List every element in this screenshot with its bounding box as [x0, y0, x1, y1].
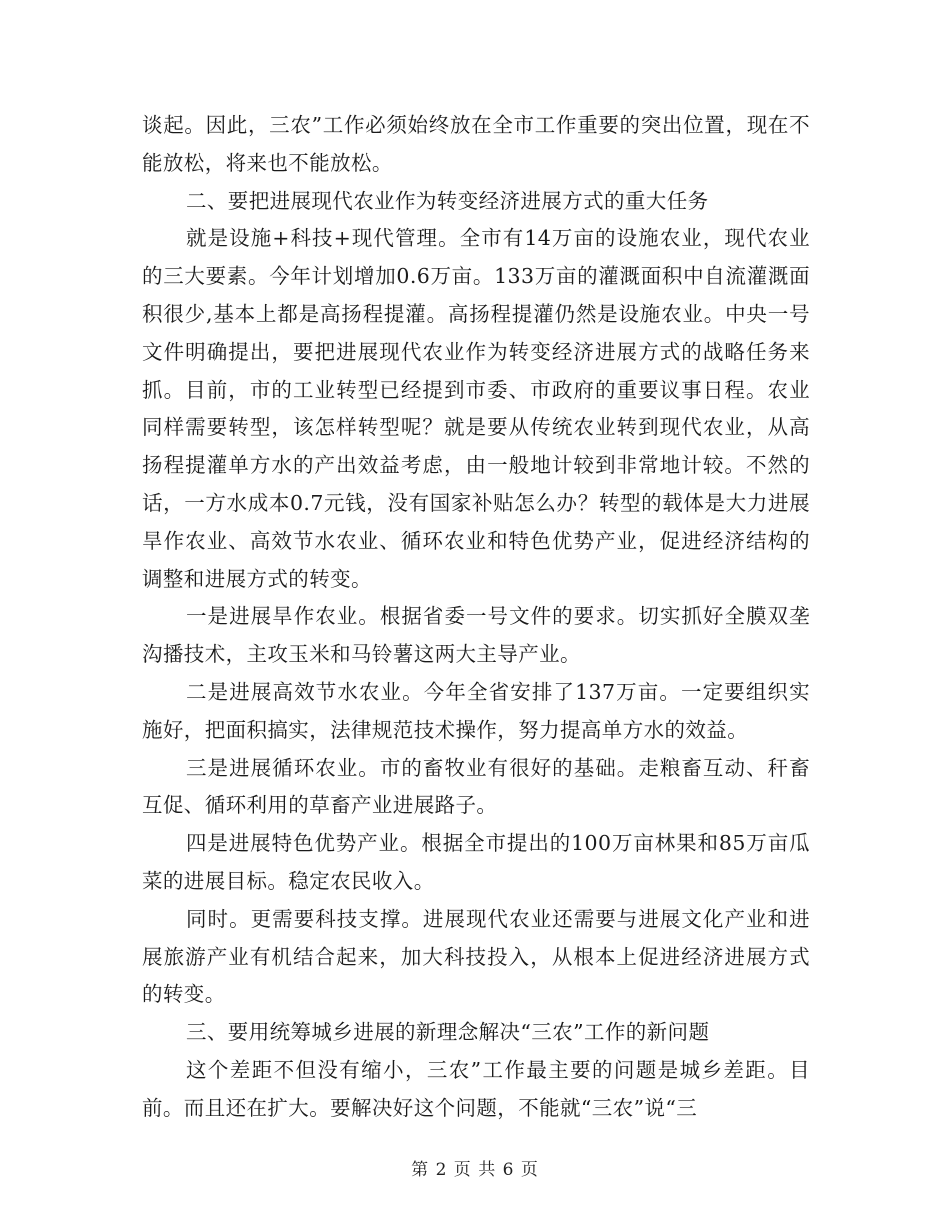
paragraph-intro-continuation: 谈起。因此，三农”工作必须始终放在全市工作重要的突出位置，现在不能放松，将来也不能放松。 — [142, 113, 810, 175]
page-footer: 第 2 页 共 6 页 — [411, 1160, 539, 1180]
document-body — [142, 107, 810, 1128]
paragraph-dryland-farming: 一是进展旱作农业。根据省委一号文件的要求。切实抓好全膜双垄沟播技术，主攻玉米和马铃薯这两大主导产业。 — [142, 604, 810, 667]
paragraph-modern-agriculture: 就是设施+科技+现代管理。全市有14万亩的设施农业，现代农业的三大要素。今年计划增加0.6万亩。133万亩的灌溉面积中自流灌溉面积很少,基本上都是高扬程提灌。高扬程提灌仍然是设施农业。中央一号文件明确提出，要把进展现代农业作为转变经济进展方式的战略任务来抓。目前，市的工业转型已经提到市委、市政府的重要议事日程。农业同样需要转型，该怎样转型呢？就是要从传统农业转到现代农业，从高扬程提灌单方水的产出效益考虑，由一般地计较到非常地计较。不然的话，一方水成本0.7元钱，没有国家补贴怎么办？转型的载体是大力进展旱作农业、高效节水农业、循环农业和特色优势产业，促进经济结构的调整和进展方式的转变。 — [142, 226, 810, 591]
paragraph-water-saving: 二是进展高效节水农业。今年全省安排了137万亩。一定要组织实施好，把面积搞实，法律规范技术操作，努力提高单方水的效益。 — [142, 679, 810, 742]
paragraph-circular-agriculture: 三是进展循环农业。市的畜牧业有很好的基础。走粮畜互动、秆畜互促、循环利用的草畜产业进展路子。 — [142, 755, 810, 818]
paragraph-specialty-industry: 四是进展特色优势产业。根据全市提出的100万亩林果和85万亩瓜菜的进展目标。稳定农民收入。 — [142, 831, 810, 893]
paragraph-urban-rural-gap: 这个差距不但没有缩小，三农”工作最主要的问题是城乡差距。目前。而且还在扩大。要解决好这个问题，不能就“三农”说“三 — [142, 1057, 810, 1120]
section-heading-2: 二、要把进展现代农业作为转变经济进展方式的重大任务 — [186, 188, 709, 213]
paragraph-tech-support: 同时。更需要科技支撑。进展现代农业还需要与进展文化产业和进展旅游产业有机结合起来，加大科技投入，从根本上促进经济进展方式的转变。 — [142, 906, 810, 1007]
section-heading-3: 三、要用统筹城乡进展的新理念解决“三农”工作的新问题 — [186, 1020, 710, 1045]
